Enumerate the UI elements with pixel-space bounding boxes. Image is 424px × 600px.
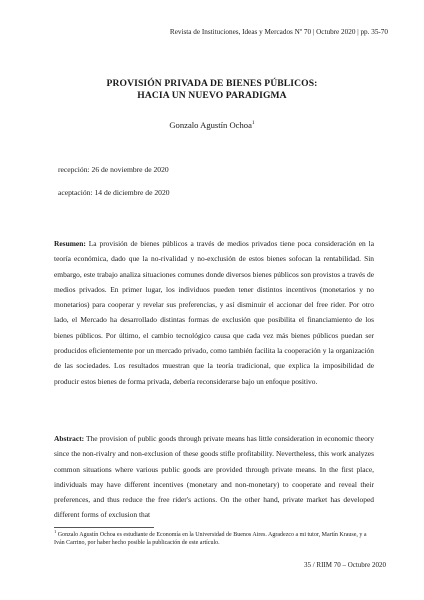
author-name: Gonzalo Agustín Ochoa <box>169 120 252 130</box>
article-title <box>0 78 424 102</box>
title-line-2: HACIA UN NUEVO PARADIGMA <box>137 90 287 101</box>
accepted-date: aceptación: 14 de diciembre de 2020 <box>58 188 170 197</box>
submission-dates <box>58 165 170 211</box>
footnote-divider <box>54 527 154 528</box>
footnote-text: Gonzalo Agustín Ochoa es estudiante de Economía en la Universidad de Buenos Aires. Agradezco a mi tutor, Martín Krause, y a Iván Carrino, por haber hecho posible la publicación de este artículo. <box>54 532 367 547</box>
author-line <box>0 120 424 130</box>
page-footer: 35 / RIIM 70 – Octubre 2020 <box>303 561 386 569</box>
resumen-text: La provisión de bienes públicos a través de medios privados tiene poca consideración en la teoría económica, dado que la no-rivalidad y no-exclusión de estos bienes sofocan la rentabilidad. Sin embargo, este trabajo analiza situaciones comunes donde diversos bienes públicos son provistos a través de medios privados. En primer lugar, los individuos pueden tener distintos incentivos (monetarios y no monetarios) para cooperar y revelar sus preferencias, y así disminuir el accionar del free rider. Por otro lado, el Mercado ha desarrollado distintas formas de exclusión que posibilita el financiamiento de los bienes públicos. Por último, el cambio tecnológico causa que cada vez más bienes públicos puedan ser producidos eficientemente por un mercado privado, como también facilita la cooperación y la organización de las sociedades. Los resultados muestran que la teoría tradicional, que explica la imposibilidad de producir estos bienes de forma privada, debería reconsiderarse bajo un enfoque positivo. <box>54 239 374 386</box>
title-line-1: PROVISIÓN PRIVADA DE BIENES PÚBLICOS: <box>106 78 318 89</box>
author-footnote-mark: 1 <box>251 120 255 127</box>
abstract-text: The provision of public goods through private means has little consideration in economic theory since the non-rivalry and non-exclusion of these goods stifle profitability. Nevertheless, this work analyzes common situations where various public goods are provided through private means. In the first place, individuals may have different incentives (monetary and non-monetary) to cooperate and reveal their preferences, and thus reduce the free rider's actions. On the other hand, private market has developed different forms of exclusion that <box>54 434 374 520</box>
resumen-label: Resumen: <box>54 239 86 248</box>
footnote <box>54 531 372 547</box>
running-header: Revista de Instituciones, Ideas y Mercados Nº 70 | Octubre 2020 | pp. 35-70 <box>169 28 388 36</box>
footnote-mark: 1 <box>54 529 57 534</box>
abstract-paragraph <box>54 431 374 523</box>
received-date: recepción: 26 de noviembre de 2020 <box>58 165 169 174</box>
abstract-label: Abstract: <box>54 434 85 443</box>
resumen-paragraph <box>54 236 374 389</box>
